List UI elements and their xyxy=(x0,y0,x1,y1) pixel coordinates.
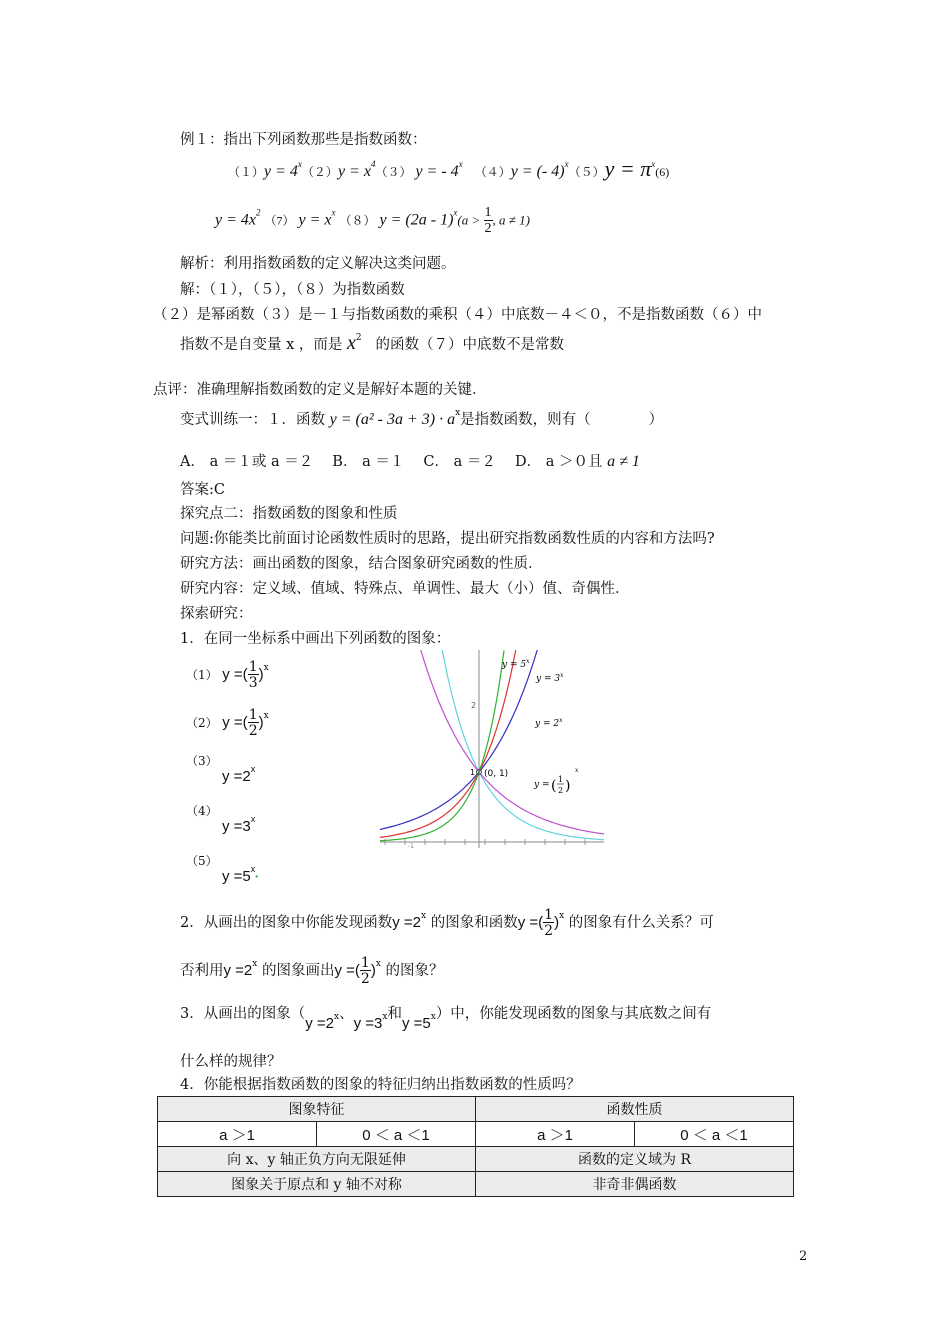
example-formula-row-2: $y = 4x^2$ （7） $y = x^x$ （８） y = (2a - 1)$^x$(a > $\frac{1}{2}$ , a ≠ 1) xyxy=(215,205,530,236)
page-number: 2 xyxy=(799,1249,808,1264)
solution-line-2: （２）是幂函数（３）是－１与指数函数的乘积（４）中底数－４＜０，不是指数函数（６）中 xyxy=(153,307,762,323)
function-3: （3） xyxy=(186,754,218,768)
function-5-expr: $y =5^x•$ xyxy=(222,864,259,885)
comment: 点评：准确理解指数函数的定义是解好本题的关键． xyxy=(153,382,487,398)
task-1: 1．在同一坐标系中画出下列函数的图象： xyxy=(180,631,451,647)
task-3: 3．从画出的图象（$y =2^x$、$y =3^x$和$y =5^x$）中，你能发现函数的图象与其底数之间有 xyxy=(180,1006,712,1032)
task-3-line-2: 什么样的规律？ xyxy=(180,1054,282,1070)
cell-domain-r: 函数的定义域为 R xyxy=(476,1147,794,1172)
cell-extends-infinitely: 向 x、y 轴正负方向无限延伸 xyxy=(158,1147,476,1172)
function-4-expr: $y =3^x$ xyxy=(222,814,256,835)
solution-line-1: 解：（１），（５），（８）为指数函数 xyxy=(180,282,405,298)
svg-text:): ) xyxy=(565,778,571,794)
svg-text:y =: y = xyxy=(534,780,550,790)
solution-line-3: 指数不是自变量 x ，而是 $x^2$ 的函数（７）中底数不是常数 xyxy=(180,332,564,354)
task-2-line-1: 2．从画出的图象中你能发现函数$y =2^x$ 的图象和函数y =( $\frac{1}{2}$ )$^x$ 的图象有什么关系？可 xyxy=(180,907,714,939)
function-2: （2） y =( $\frac{1}{2}$ )$^x$ xyxy=(186,707,269,739)
label-5x: $y = 5^x$ xyxy=(502,658,530,670)
cell-not-symmetric: 图象关于原点和 y 轴不对称 xyxy=(158,1172,476,1197)
svg-text:x: x xyxy=(575,767,579,774)
explore: 探索研究： xyxy=(180,606,253,622)
exponential-graph xyxy=(380,650,604,848)
svg-text:1: 1 xyxy=(558,775,564,784)
label-2x: $y = 2^x$ xyxy=(535,717,563,729)
answer: 答案:C xyxy=(180,482,225,498)
label-3x: $y = 3^x$ xyxy=(536,672,564,684)
cell-0-lt-a-lt-1: 0 ＜ a ＜1 xyxy=(317,1122,476,1147)
point-label: (0, 1) xyxy=(484,769,509,779)
question: 问题:你能类比前面讨论函数性质时的思路，提出研究指数函数性质的内容和方法吗? xyxy=(180,531,715,547)
tick-label-neg1: -1 xyxy=(408,843,414,848)
analysis: 解析：利用指数函数的定义解决这类问题。 xyxy=(180,256,456,272)
cell-a-gt-1: a ＞1 xyxy=(158,1122,317,1147)
method: 研究方法：画出函数的图象，结合图象研究函数的性质． xyxy=(180,556,543,572)
tick-label-1: 1 xyxy=(470,768,476,777)
tick-label-2: 2 xyxy=(471,701,477,710)
header-function-properties: 函数性质 xyxy=(476,1097,794,1122)
example-heading: 例１：指出下列函数那些是指数函数： xyxy=(180,132,427,148)
variant-options: A． a ＝１或 a ＝２ B． a ＝１ C． a ＝２ D． a ＞０且 a ≠ 1 xyxy=(180,453,640,470)
function-5: （5） xyxy=(186,854,218,868)
properties-table xyxy=(157,1096,794,1197)
research-content: 研究内容：定义域、值域、特殊点、单调性、最大（小）值、奇偶性． xyxy=(180,581,630,597)
section-title: 探究点二：指数函数的图象和性质 xyxy=(180,506,398,522)
function-4: （4） xyxy=(186,804,218,818)
svg-text:2: 2 xyxy=(558,786,564,795)
cell-neither-odd-even: 非奇非偶函数 xyxy=(476,1172,794,1197)
function-1: （1） y =( $\frac{1}{3}$ )$^x$ xyxy=(186,659,269,691)
function-3-expr: $y =2^x$ xyxy=(222,764,256,785)
cell-a-gt-1-b: a ＞1 xyxy=(476,1122,635,1147)
cell-0-lt-a-lt-1-b: 0 ＜ a ＜1 xyxy=(635,1122,794,1147)
example-formula-row-1: $(1)y = 4^x(2)y = x^4(3) y$ = - 4$^x$ （４）y = (- $4)^x(5)y = \pi^x(6)$ xyxy=(228,156,670,181)
variant-question: 变式训练一：１．函数 $y = (a^2 - 3a + 3) \cdot a^x$是指数函数，则有（ ） xyxy=(180,408,664,428)
svg-text:(: ( xyxy=(551,778,557,794)
header-graph-features: 图象特征 xyxy=(158,1097,476,1122)
task-4: 4．你能根据指数函数的图象的特征归纳出指数函数的性质吗？ xyxy=(180,1077,581,1093)
task-2-line-2: 否利用$y =2^x$ 的图象画出y =( $\frac{1}{2}$ )$^x$ 的图象？ xyxy=(180,955,444,987)
